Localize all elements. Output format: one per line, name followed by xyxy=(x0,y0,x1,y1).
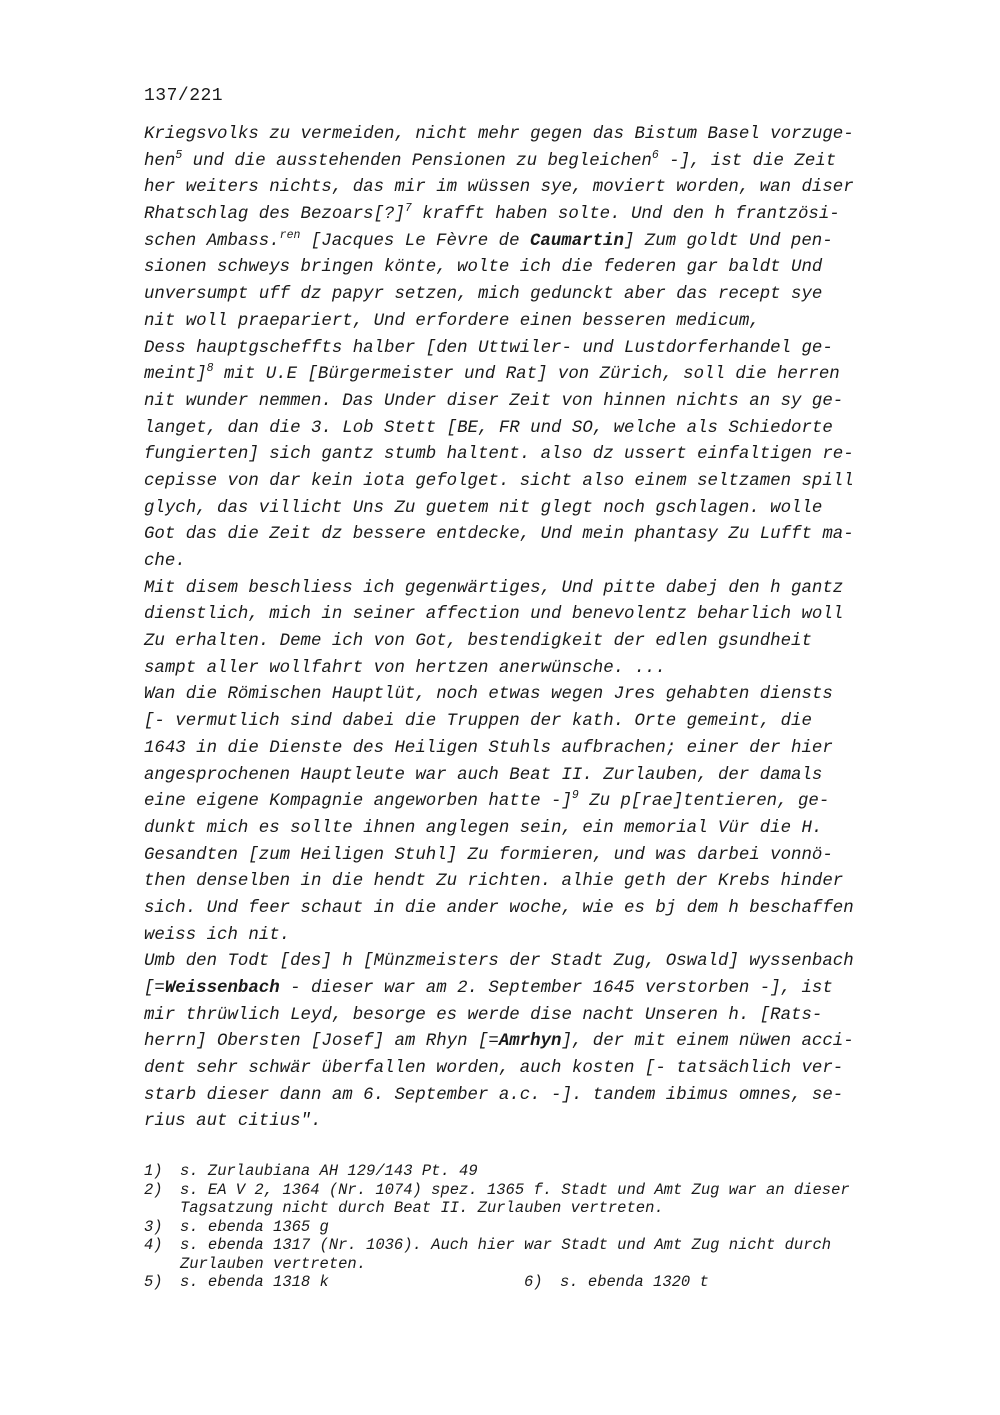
text-line xyxy=(144,923,924,950)
text-line xyxy=(144,949,924,976)
footnote-number: 2) xyxy=(144,1180,163,1199)
text-line xyxy=(144,1083,924,1110)
text-line xyxy=(144,736,924,763)
text-line xyxy=(144,336,924,363)
text-segment: eine eigene Kompagnie angeworben hatte -] xyxy=(144,792,572,812)
text-segment: krafft haben solte. Und den h frantzösi- xyxy=(411,205,840,225)
text-segment: Kriegsvolks zu vermeiden, nicht mehr gegen das Bistum Basel vorzuge- xyxy=(144,125,854,144)
text-segment: Mit disem beschliess ich gegenwärtiges, Und pitte dabej den h gantz xyxy=(144,578,844,598)
footnote-ref: 7 xyxy=(404,202,412,216)
text-line xyxy=(144,576,924,603)
text-line xyxy=(144,1109,924,1136)
text-line xyxy=(144,763,924,790)
text-line xyxy=(144,682,924,709)
page-number: 137/221 xyxy=(144,86,224,106)
text-segment: rius aut citius". xyxy=(144,1112,322,1132)
text-line xyxy=(144,976,924,1003)
text-line xyxy=(144,869,924,896)
text-segment: und die ausstehenden Pensionen zu begleichen xyxy=(182,151,652,171)
emphasized-name: Caumartin xyxy=(530,231,624,251)
text-segment: Dess hauptgscheffts halber [den Uttwiler- und Lustdorferhandel ge- xyxy=(144,338,833,358)
footnote xyxy=(144,1273,524,1292)
text-segment: starb dieser dann am 6. September a.c. -]. tandem ibimus omnes, se- xyxy=(144,1085,844,1105)
emphasized-name: Amrhyn xyxy=(498,1032,562,1052)
footnote-text: s. ebenda 1365 g xyxy=(180,1217,329,1236)
footnote-number: 4) xyxy=(144,1236,163,1254)
text-line xyxy=(144,602,924,629)
emphasized-name: Weissenbach xyxy=(164,979,280,998)
footnote-ref: ren xyxy=(279,228,301,242)
footnotes xyxy=(144,1162,944,1292)
text-segment: unversumpt uff dz papyr setzen, mich gedunckt aber das recept sye xyxy=(144,285,823,305)
text-segment: her weiters nichts, das mir im wüssen sye, moviert worden, wan diser xyxy=(144,178,854,198)
text-segment: Gesandten [zum Heiligen Stuhl] Zu formieren, und was darbei vonnö- xyxy=(144,845,833,865)
text-segment: ], der mit einem nüwen acci- xyxy=(561,1032,854,1052)
text-segment: Got das die Zeit dz bessere entdecke, Und mein phantasy Zu Lufft ma- xyxy=(144,525,854,545)
text-segment: Umb den Todt [des] h [Münzmeisters der Stadt Zug, Oswald] wyssenbach xyxy=(144,952,854,972)
text-line xyxy=(144,229,924,256)
footnote xyxy=(144,1181,944,1200)
text-line xyxy=(144,896,924,923)
text-segment: nit woll praepariert, Und erfordere einen besseren medicum, xyxy=(144,311,760,331)
text-line xyxy=(144,522,924,549)
footnote xyxy=(144,1162,944,1181)
text-segment: dienstlich, mich in seiner affection und benevolentz beharlich woll xyxy=(144,605,844,625)
text-segment: [= xyxy=(144,979,165,998)
footnote-number: 6) xyxy=(524,1273,543,1291)
text-line xyxy=(144,282,924,309)
text-line xyxy=(144,175,924,202)
text-segment: Wan die Römischen Hauptlüt, noch etwas wegen Jres gehabten diensts xyxy=(144,685,833,705)
footnote-number: 1) xyxy=(144,1162,163,1180)
text-segment: Zu p[rae]tentieren, ge- xyxy=(578,792,830,812)
text-line xyxy=(144,789,924,816)
footnote-text: s. ebenda 1317 (Nr. 1036). Auch hier war Stadt und Amt Zug nicht durch xyxy=(180,1236,832,1254)
footnote xyxy=(144,1218,944,1237)
text-segment: sich. Und feer schaut in die ander woche, wie es bj dem h beschaffen xyxy=(144,898,854,918)
text-line xyxy=(144,202,924,229)
text-segment: dent sehr schwär überfallen worden, auch kosten [- tatsächlich ver- xyxy=(144,1059,844,1079)
footnote-text: s. ebenda 1318 k xyxy=(180,1273,329,1291)
text-line xyxy=(144,496,924,523)
footnote xyxy=(524,1273,709,1292)
text-segment: hen xyxy=(144,151,176,171)
footnote xyxy=(144,1236,944,1255)
text-line xyxy=(144,149,924,176)
text-segment: 1643 in die Dienste des Heiligen Stuhls aufbrachen; einer der hier xyxy=(144,738,833,758)
text-segment: schen Ambass. xyxy=(144,231,280,251)
text-line xyxy=(144,629,924,656)
footnote-number: 3) xyxy=(144,1217,163,1236)
text-segment: sionen schweys bringen könte, wolte ich die federen gar baldt Und xyxy=(144,258,823,278)
text-line xyxy=(144,843,924,870)
text-segment: [- vermutlich sind dabei die Truppen der kath. Orte gemeint, die xyxy=(144,712,812,732)
text-line xyxy=(144,1003,924,1030)
footnote-ref: 5 xyxy=(175,148,183,162)
text-segment: cepisse von dar kein iota gefolget. sicht also einem seltzamen spill xyxy=(144,471,854,491)
text-segment: -], ist die Zeit xyxy=(658,151,837,171)
text-segment: Zu erhalten. Deme ich von Got, bestendigkeit der edlen gsundheit xyxy=(144,632,812,652)
text-line xyxy=(144,416,924,443)
text-segment: che. xyxy=(144,552,186,571)
footnote-number: 5) xyxy=(144,1273,163,1291)
text-segment: glych, das villicht Uns Zu guetem nit glegt noch gschlagen. wolle xyxy=(144,498,823,518)
footnote-continuation: Zurlauben vertreten. xyxy=(180,1254,367,1273)
footnote-text: s. EA V 2, 1364 (Nr. 1074) spez. 1365 f. Stadt und Amt Zug war an dieser xyxy=(180,1180,850,1199)
footnote-text: s. Zurlaubiana AH 129/143 Pt. 49 xyxy=(180,1162,478,1180)
text-line xyxy=(144,309,924,336)
text-segment: ] Zum goldt Und pen- xyxy=(623,231,833,251)
text-line xyxy=(144,656,924,683)
text-line xyxy=(144,362,924,389)
text-segment: herrn] Obersten [Josef] am Rhyn [= xyxy=(144,1032,499,1052)
text-line xyxy=(144,1056,924,1083)
footnote-ref: 8 xyxy=(206,362,214,376)
text-line xyxy=(144,442,924,469)
text-line xyxy=(144,549,924,576)
footnote-text: s. ebenda 1320 t xyxy=(560,1273,709,1291)
footnote-ref: 9 xyxy=(571,789,579,803)
text-line xyxy=(144,709,924,736)
text-segment: Rhatschlag des Bezoars[?] xyxy=(144,205,405,225)
text-segment: langet, dan die 3. Lob Stett [BE, FR und SO, welche als Schiedorte xyxy=(144,418,833,438)
text-line xyxy=(144,389,924,416)
footnote-ref: 6 xyxy=(651,148,659,162)
text-segment: dunkt mich es sollte ihnen anglegen sein, ein memorial Vür die H. xyxy=(144,818,823,838)
text-segment: mir thrüwlich Leyd, besorge es werde dise nacht Unseren h. [Rats- xyxy=(144,1005,823,1025)
text-segment: sampt aller wollfahrt von hertzen anerwünsche. ... xyxy=(144,658,666,678)
text-segment: angesprochenen Hauptleute war auch Beat II. Zurlauben, der damals xyxy=(144,765,823,785)
text-segment: fungierten] sich gantz stumb haltent. also dz ussert einfaltigen re- xyxy=(144,445,854,465)
footnote-pair xyxy=(144,1273,944,1292)
text-line xyxy=(144,469,924,496)
text-line xyxy=(144,122,924,149)
text-segment: then denselben in die hendt Zu richten. alhie geth der Krebs hinder xyxy=(144,872,844,892)
text-segment: mit U.E [Bürgermeister und Rat] von Zürich, soll die herren xyxy=(213,365,840,385)
text-segment: - dieser war am 2. September 1645 verstorben -], ist xyxy=(279,979,833,998)
text-line xyxy=(144,255,924,282)
text-segment: nit wunder nemmen. Das Under diser Zeit von hinnen nichts an sy ge- xyxy=(144,391,844,411)
text-segment: weiss ich nit. xyxy=(144,925,291,945)
text-line xyxy=(144,816,924,843)
text-line xyxy=(144,1029,924,1056)
text-segment: meint] xyxy=(144,365,207,385)
text-segment: [Jacques Le Fèvre de xyxy=(300,231,530,251)
body-text xyxy=(144,122,924,1136)
footnote-continuation: Tagsatzung nicht durch Beat II. Zurlauben vertreten. xyxy=(180,1199,664,1217)
